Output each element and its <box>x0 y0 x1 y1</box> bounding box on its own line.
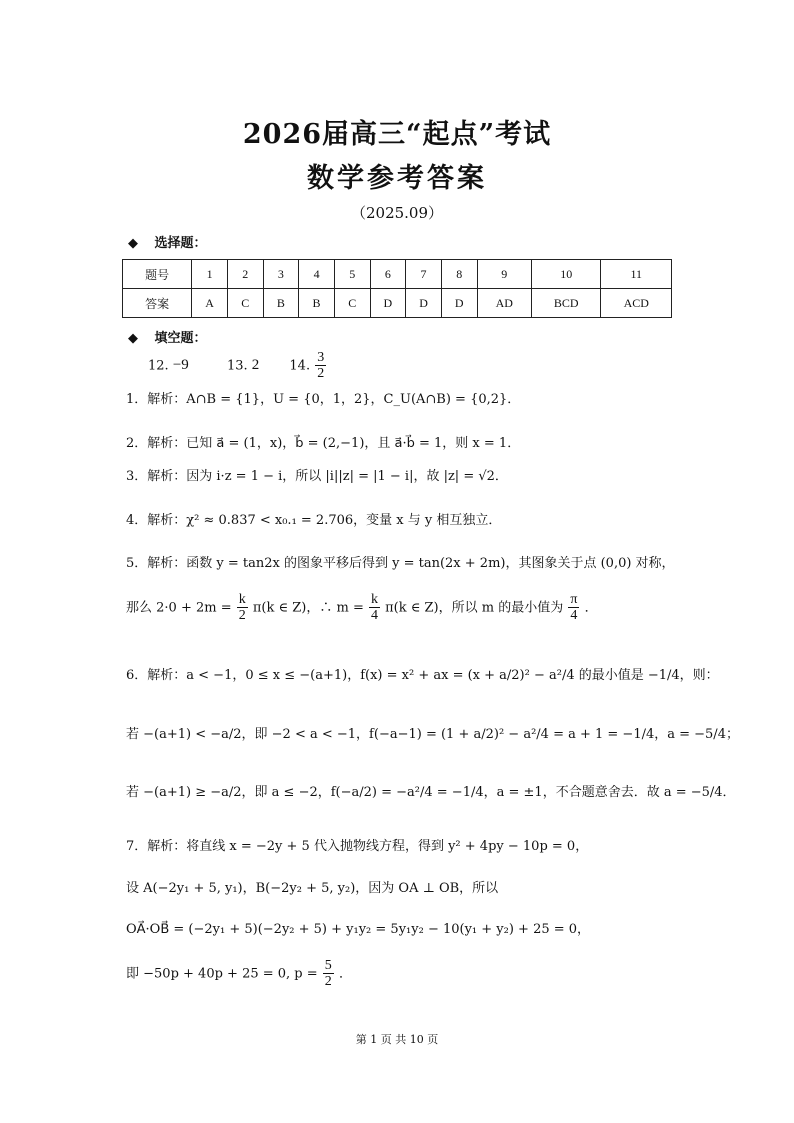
q13-answer: 2 <box>251 357 260 374</box>
table-cell: 题号 <box>123 260 192 289</box>
diamond-bullet-icon: ◆ <box>128 331 138 346</box>
doc-date: （2025.09） <box>350 204 444 222</box>
s5b-frac-3 <box>568 592 579 624</box>
table-cell: D <box>370 289 406 318</box>
section-choice-label: 选择题： <box>154 236 207 251</box>
s5b-frac-2-den: 4 <box>371 608 378 624</box>
q14-label: 14. <box>289 358 311 374</box>
solution-6b: 若 −(a+1) < −a/2，即 −2 < a < −1，f(−a−1) = (1 + a/2)² − a²/4 = a + 1 = −1/4，a = −5/4； <box>126 727 739 742</box>
s5b-mid: π(k ∈ Z)，∴ m = <box>252 600 364 616</box>
solution-3: 3．解析：因为 i·z = 1 − i，所以 |i||z| = |1 − i|，故 |z| = √2． <box>126 469 508 484</box>
table-cell: ACD <box>601 289 672 318</box>
s5b-frac-3-num: π <box>570 592 578 607</box>
table-cell: 4 <box>299 260 335 289</box>
table-cell: 3 <box>263 260 299 289</box>
q12-label: 12. <box>148 358 169 374</box>
doc-subtitle: 数学参考答案 <box>307 163 487 194</box>
s5b-frac-1-den: 2 <box>238 608 246 624</box>
solution-7b: 设 A(−2y₁ + 5, y₁)，B(−2y₂ + 5, y₂)，因为 OA ⊥ OB，所以 <box>126 881 499 896</box>
s5b-mid2: π(k ∈ Z)，所以 m 的最小值为 <box>385 600 564 616</box>
table-cell: 9 <box>477 260 532 289</box>
table-cell: B <box>299 289 335 318</box>
s5b-end: ． <box>584 600 598 616</box>
answer-table <box>122 259 672 318</box>
solution-1: 1．解析：A∩B = {1}，U = {0，1，2}，C_U(A∩B) = {0,2}． <box>126 392 521 407</box>
solution-6c: 若 −(a+1) ≥ −a/2，即 a ≤ −2，f(−a/2) = −a²/4 = −1/4，a = ±1，不合题意舍去．故 a = −5/4． <box>126 785 736 800</box>
table-cell: 2 <box>227 260 263 289</box>
solution-5a: 5．解析：函数 y = tan2x 的图象平移后得到 y = tan(2x + 2m)，其图象关于点 (0,0) 对称， <box>126 556 675 571</box>
table-cell: 7 <box>406 260 442 289</box>
s5b-frac-2-num: k <box>371 592 378 607</box>
q14-denominator: 2 <box>317 366 325 382</box>
table-cell: D <box>406 289 442 318</box>
table-cell: A <box>192 289 228 318</box>
table-cell: 6 <box>370 260 406 289</box>
solution-6a: 6．解析：a < −1，0 ≤ x ≤ −(a+1)，f(x) = x² + ax = (x + a/2)² − a²/4 的最小值是 −1/4，则： <box>126 668 719 683</box>
fill-answers <box>148 350 327 382</box>
s7d-frac <box>323 958 334 990</box>
solution-2: 2．解析：已知 a⃗ = (1，x)，b⃗ = (2,−1)，且 a⃗·b⃗ = 1，则 x = 1． <box>126 436 521 451</box>
table-row <box>123 289 672 318</box>
table-cell: 答案 <box>123 289 192 318</box>
table-cell: C <box>334 289 370 318</box>
q12-answer: −9 <box>172 357 189 374</box>
page-footer: 第 1 页 共 10 页 <box>355 1033 439 1046</box>
s5b-frac-1-num: k <box>238 592 246 607</box>
table-cell: 5 <box>334 260 370 289</box>
s5b-frac-1 <box>237 592 248 624</box>
section-choice <box>128 232 207 251</box>
table-row <box>123 260 672 289</box>
section-fill-label: 填空题： <box>154 331 207 346</box>
s7d-end: ． <box>338 966 352 982</box>
table-cell: BCD <box>532 289 601 318</box>
s5b-pre: 那么 2·0 + 2m = <box>126 600 232 616</box>
table-cell: C <box>227 289 263 318</box>
diamond-bullet-icon: ◆ <box>128 236 138 251</box>
doc-title: 2026届高三“起点”考试 <box>242 119 552 150</box>
table-cell: AD <box>477 289 532 318</box>
q13-label: 13. <box>226 358 248 374</box>
solution-5b <box>126 592 598 624</box>
q14-numerator: 3 <box>317 350 325 365</box>
table-cell: B <box>263 289 299 318</box>
s7d-frac-num: 5 <box>324 958 332 973</box>
s7d-pre: 即 −50p + 40p + 25 = 0, p = <box>126 966 318 982</box>
s5b-frac-2 <box>369 592 380 624</box>
table-cell: D <box>441 289 477 318</box>
table-cell: 8 <box>441 260 477 289</box>
q14-answer <box>315 350 326 382</box>
table-cell: 10 <box>532 260 601 289</box>
solution-7c: OA⃗·OB⃗ = (−2y₁ + 5)(−2y₂ + 5) + y₁y₂ = 5y₁y₂ − 10(y₁ + y₂) + 25 = 0， <box>126 922 591 937</box>
s5b-frac-3-den: 4 <box>570 608 578 624</box>
s7d-frac-den: 2 <box>324 974 332 990</box>
solution-7a: 7．解析：将直线 x = −2y + 5 代入抛物线方程，得到 y² + 4py − 10p = 0， <box>126 839 589 854</box>
table-cell: 11 <box>601 260 672 289</box>
solution-7d <box>126 958 352 990</box>
section-fill <box>128 327 207 346</box>
solution-4: 4．解析：χ² ≈ 0.837 < x₀.₁ = 2.706，变量 x 与 y 相互独立． <box>126 513 502 528</box>
table-cell: 1 <box>192 260 228 289</box>
